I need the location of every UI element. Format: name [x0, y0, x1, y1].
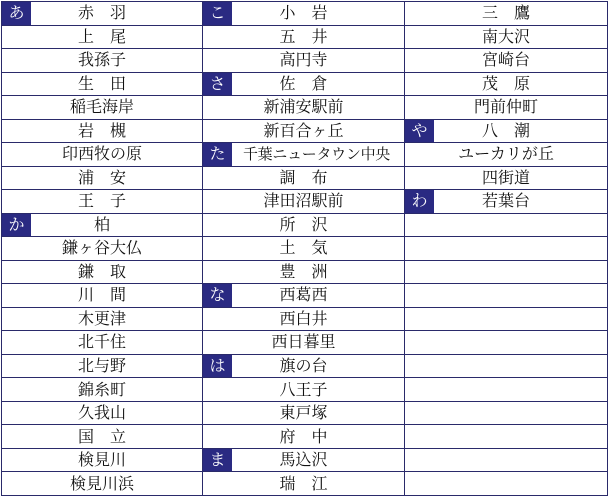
station-cell	[203, 425, 405, 449]
station-cell	[203, 119, 405, 143]
table-row	[2, 307, 608, 331]
kana-index-label: あ	[2, 2, 31, 25]
table-row	[2, 260, 608, 284]
station-cell	[203, 72, 405, 96]
station-cell	[2, 237, 203, 261]
station-cell	[2, 119, 203, 143]
station-name: 我孫子	[77, 50, 126, 70]
table-row	[2, 213, 608, 237]
station-cell	[2, 448, 203, 472]
empty-cell	[405, 425, 608, 449]
table-row	[2, 401, 608, 425]
station-name: 馬込沢	[279, 450, 328, 470]
station-name: 久我山	[77, 403, 126, 423]
empty-cell	[405, 284, 608, 308]
empty-cell	[405, 307, 608, 331]
table-row	[2, 354, 608, 378]
station-cell	[203, 331, 405, 355]
table-row	[2, 425, 608, 449]
station-cell	[203, 213, 405, 237]
station-cell	[2, 472, 203, 496]
station-name: 旗の台	[279, 355, 328, 375]
station-name: 錦糸町	[77, 379, 126, 399]
empty-cell	[405, 448, 608, 472]
station-cell	[405, 143, 608, 167]
table-row	[2, 237, 608, 261]
station-name: 稲毛海岸	[69, 97, 134, 117]
station-name: 宮崎台	[481, 50, 530, 70]
station-cell	[405, 166, 608, 190]
station-name: 検見川	[77, 450, 126, 470]
station-cell	[405, 2, 608, 26]
station-cell	[2, 213, 203, 237]
station-name: 赤 羽	[77, 3, 126, 23]
table-row	[2, 49, 608, 73]
kana-index-label: か	[2, 214, 31, 237]
station-name: 北千住	[77, 332, 126, 352]
station-cell	[2, 143, 203, 167]
station-name: 生 田	[77, 73, 126, 93]
station-cell	[203, 354, 405, 378]
station-cell	[203, 143, 405, 167]
station-cell	[203, 237, 405, 261]
table-row	[2, 472, 608, 496]
table-row	[2, 143, 608, 167]
station-cell	[2, 72, 203, 96]
station-cell	[2, 2, 203, 26]
station-cell	[203, 49, 405, 73]
station-cell	[2, 49, 203, 73]
station-name: 岩 槻	[77, 120, 126, 140]
station-cell	[405, 96, 608, 120]
station-name: 若葉台	[481, 191, 530, 211]
station-name: 西白井	[279, 308, 328, 328]
station-cell	[405, 119, 608, 143]
station-name: 検見川浜	[69, 473, 134, 493]
station-cell	[2, 260, 203, 284]
station-name: ユーカリが丘	[458, 144, 554, 164]
station-name: 鎌ヶ谷大仏	[61, 238, 142, 258]
kana-index-label: は	[203, 355, 232, 378]
station-name: 茂 原	[481, 73, 530, 93]
station-name: 三 鷹	[481, 3, 530, 23]
station-name: 津田沼駅前	[263, 191, 344, 211]
station-name: 府 中	[279, 426, 328, 446]
empty-cell	[405, 472, 608, 496]
station-name: 八王子	[279, 379, 328, 399]
empty-cell	[405, 378, 608, 402]
table-row	[2, 378, 608, 402]
table-row	[2, 331, 608, 355]
station-cell	[203, 2, 405, 26]
station-name: 土 気	[279, 238, 328, 258]
station-cell	[203, 307, 405, 331]
station-name: 高円寺	[279, 50, 328, 70]
empty-cell	[405, 237, 608, 261]
station-cell	[2, 331, 203, 355]
station-name: 木更津	[77, 308, 126, 328]
station-cell	[203, 166, 405, 190]
station-cell	[405, 49, 608, 73]
station-cell	[203, 284, 405, 308]
station-cell	[405, 72, 608, 96]
station-name: 北与野	[77, 355, 126, 375]
station-name: 新百合ヶ丘	[263, 120, 344, 140]
station-name: 調 布	[279, 167, 328, 187]
station-name: 新浦安駅前	[263, 97, 344, 117]
station-cell	[203, 448, 405, 472]
station-name: 南大沢	[481, 26, 530, 46]
station-name: 西日暮里	[271, 332, 336, 352]
table-row	[2, 119, 608, 143]
station-name: 瑞 江	[279, 473, 328, 493]
kana-index-label: な	[203, 284, 232, 307]
station-name: 印西牧の原	[61, 144, 142, 164]
station-name: 所 沢	[279, 214, 328, 234]
station-cell	[2, 25, 203, 49]
station-index-body	[2, 2, 608, 496]
station-name: 西葛西	[279, 285, 328, 305]
station-cell	[2, 190, 203, 214]
station-cell	[2, 401, 203, 425]
station-name: 門前仲町	[473, 97, 538, 117]
station-name: 五 井	[279, 26, 328, 46]
table-row	[2, 284, 608, 308]
table-row	[2, 72, 608, 96]
station-name: 千葉ニュータウン中央	[242, 145, 390, 164]
station-name: 小 岩	[279, 3, 328, 23]
station-cell	[2, 166, 203, 190]
station-name: 鎌 取	[77, 261, 126, 281]
station-cell	[203, 260, 405, 284]
station-cell	[2, 284, 203, 308]
table-row	[2, 2, 608, 26]
station-cell	[203, 401, 405, 425]
station-cell	[203, 96, 405, 120]
kana-index-label: た	[203, 143, 232, 166]
station-cell	[203, 472, 405, 496]
kana-index-label: ま	[203, 449, 232, 472]
table-row	[2, 190, 608, 214]
station-name: 川 間	[77, 285, 126, 305]
station-name: 王 子	[77, 191, 126, 211]
station-cell	[405, 25, 608, 49]
empty-cell	[405, 401, 608, 425]
station-cell	[2, 425, 203, 449]
station-name: 柏	[93, 214, 110, 234]
empty-cell	[405, 331, 608, 355]
station-name: 上 尾	[77, 26, 126, 46]
table-row	[2, 96, 608, 120]
empty-cell	[405, 354, 608, 378]
station-cell	[2, 307, 203, 331]
station-cell	[2, 96, 203, 120]
kana-index-label: や	[405, 120, 434, 143]
kana-index-label: わ	[405, 190, 434, 213]
station-name: 浦 安	[77, 167, 126, 187]
empty-cell	[405, 213, 608, 237]
kana-index-label: こ	[203, 2, 232, 25]
station-name: 国 立	[77, 426, 126, 446]
empty-cell	[405, 260, 608, 284]
station-cell	[2, 354, 203, 378]
table-row	[2, 166, 608, 190]
table-row	[2, 25, 608, 49]
station-name: 四街道	[481, 167, 530, 187]
station-cell	[203, 25, 405, 49]
station-cell	[405, 190, 608, 214]
station-name: 豊 洲	[279, 261, 328, 281]
station-name: 佐 倉	[279, 73, 328, 93]
station-cell	[2, 378, 203, 402]
station-index-table	[1, 1, 608, 496]
station-cell	[203, 190, 405, 214]
table-row	[2, 448, 608, 472]
station-name: 八 潮	[481, 120, 530, 140]
station-name: 東戸塚	[279, 403, 328, 423]
kana-index-label: さ	[203, 73, 232, 96]
station-cell	[203, 378, 405, 402]
